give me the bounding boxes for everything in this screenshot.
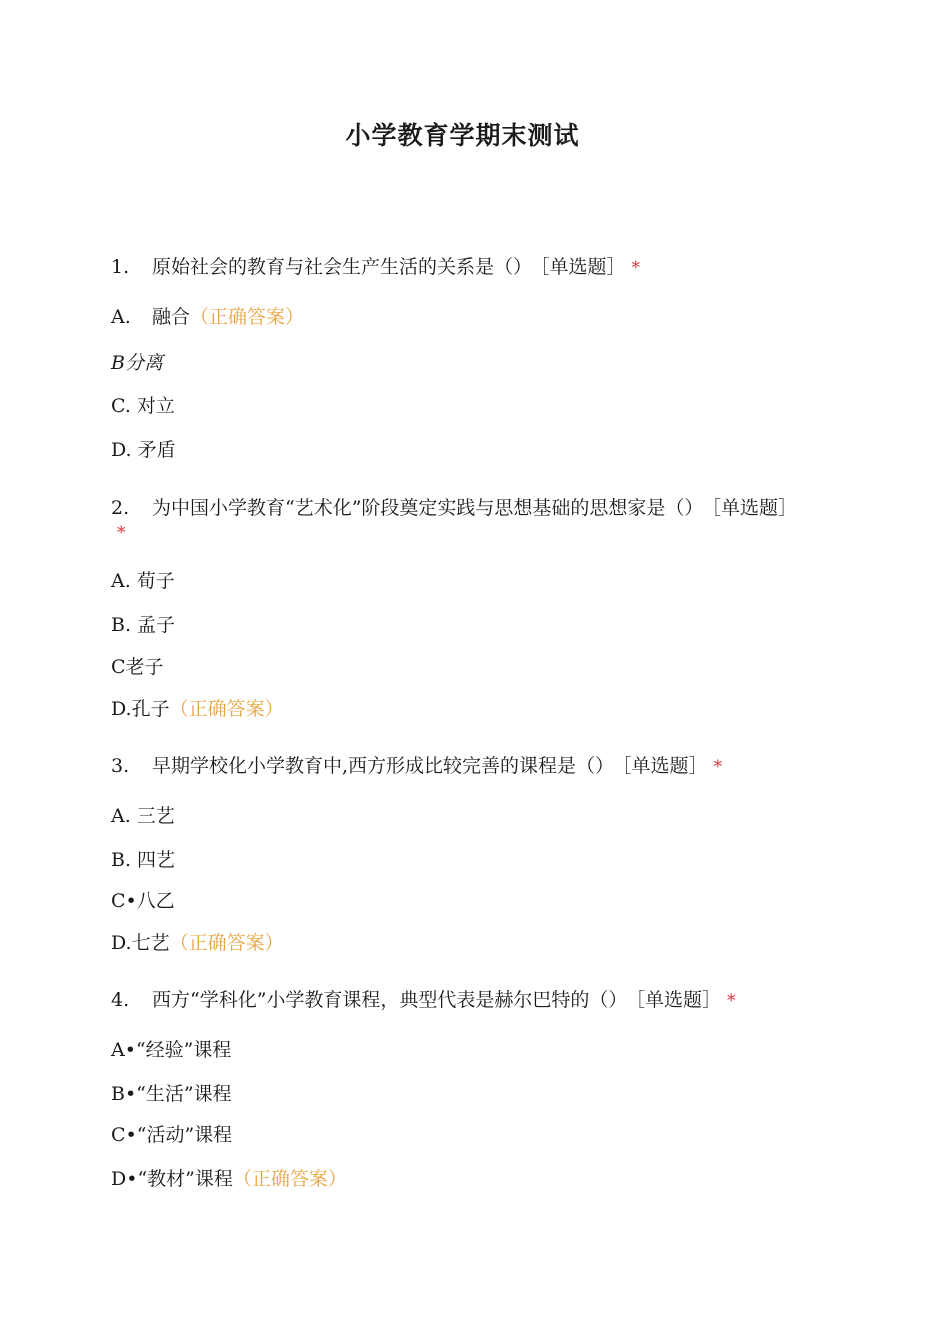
correct-answer-label: （正确答案）	[190, 306, 305, 328]
question-type-tag: ［单选题］	[711, 497, 797, 519]
option-text: D•“教材”课程	[111, 1168, 233, 1190]
option-text: C•八乙	[111, 890, 175, 912]
option-text: 矛盾	[137, 439, 176, 461]
question-type-tag: ［单选题］	[635, 989, 721, 1011]
option-1b	[111, 351, 811, 375]
option-3a	[111, 804, 811, 828]
option-4c	[111, 1123, 811, 1147]
correct-answer-label: （正确答案）	[169, 932, 284, 954]
question-text: 原始社会的教育与社会生产生活的关系是（）	[152, 256, 533, 278]
option-1a	[111, 305, 811, 329]
option-prefix: C.	[111, 395, 131, 417]
option-4d	[111, 1167, 811, 1191]
question-3	[111, 754, 811, 779]
option-2a	[111, 569, 811, 593]
option-4b	[111, 1082, 811, 1106]
question-1	[111, 255, 811, 280]
option-text: B•“生活”课程	[111, 1083, 232, 1105]
option-2d	[111, 697, 811, 721]
required-mark: *	[117, 523, 126, 543]
option-text: 四艺	[137, 849, 176, 871]
option-3c	[111, 889, 811, 913]
option-2b	[111, 613, 811, 637]
question-number: 4.	[111, 989, 130, 1011]
option-prefix: A.	[111, 570, 131, 592]
option-text: D.孔子	[111, 698, 170, 720]
question-2	[111, 496, 811, 545]
option-text: 三艺	[136, 805, 175, 827]
required-mark: *	[713, 757, 723, 777]
option-3d	[111, 931, 811, 955]
required-mark: *	[726, 991, 736, 1011]
option-text: D.七艺	[111, 932, 170, 954]
question-text: 西方“学科化”小学教育课程，典型代表是赫尔巴特的（）	[152, 989, 628, 1011]
option-prefix: D.	[111, 439, 132, 461]
correct-answer-label: （正确答案）	[169, 698, 284, 720]
option-text: 对立	[136, 395, 175, 417]
question-number: 2.	[111, 497, 130, 519]
option-text: 孟子	[137, 614, 176, 636]
option-prefix: A.	[111, 805, 131, 827]
option-text: 融合	[152, 306, 191, 328]
option-text: C•“活动”课程	[111, 1124, 233, 1146]
question-4	[111, 988, 811, 1013]
option-text: B分离	[111, 352, 163, 374]
option-prefix: A.	[111, 306, 131, 328]
question-type-tag: ［单选题］	[622, 755, 708, 777]
option-4a	[111, 1038, 811, 1062]
option-3b	[111, 848, 811, 872]
option-text: A•“经验”课程	[111, 1039, 232, 1061]
question-text: 早期学校化小学教育中,西方形成比较完善的课程是（）	[152, 755, 615, 777]
option-2c	[111, 655, 811, 679]
option-text: C老子	[111, 656, 164, 678]
option-prefix: B.	[111, 849, 132, 871]
question-number: 1.	[111, 256, 130, 278]
option-text: 荀子	[136, 570, 175, 592]
correct-answer-label: （正确答案）	[232, 1168, 347, 1190]
option-1c	[111, 394, 811, 418]
question-type-tag: ［单选题］	[540, 256, 626, 278]
option-1d	[111, 438, 811, 462]
option-prefix: B.	[111, 614, 132, 636]
required-mark: *	[631, 258, 641, 278]
question-text: 为中国小学教育“艺术化”阶段奠定实践与思想基础的思想家是（）	[152, 497, 704, 519]
question-number: 3.	[111, 755, 130, 777]
page-title: 小学教育学期末测试	[345, 121, 580, 150]
